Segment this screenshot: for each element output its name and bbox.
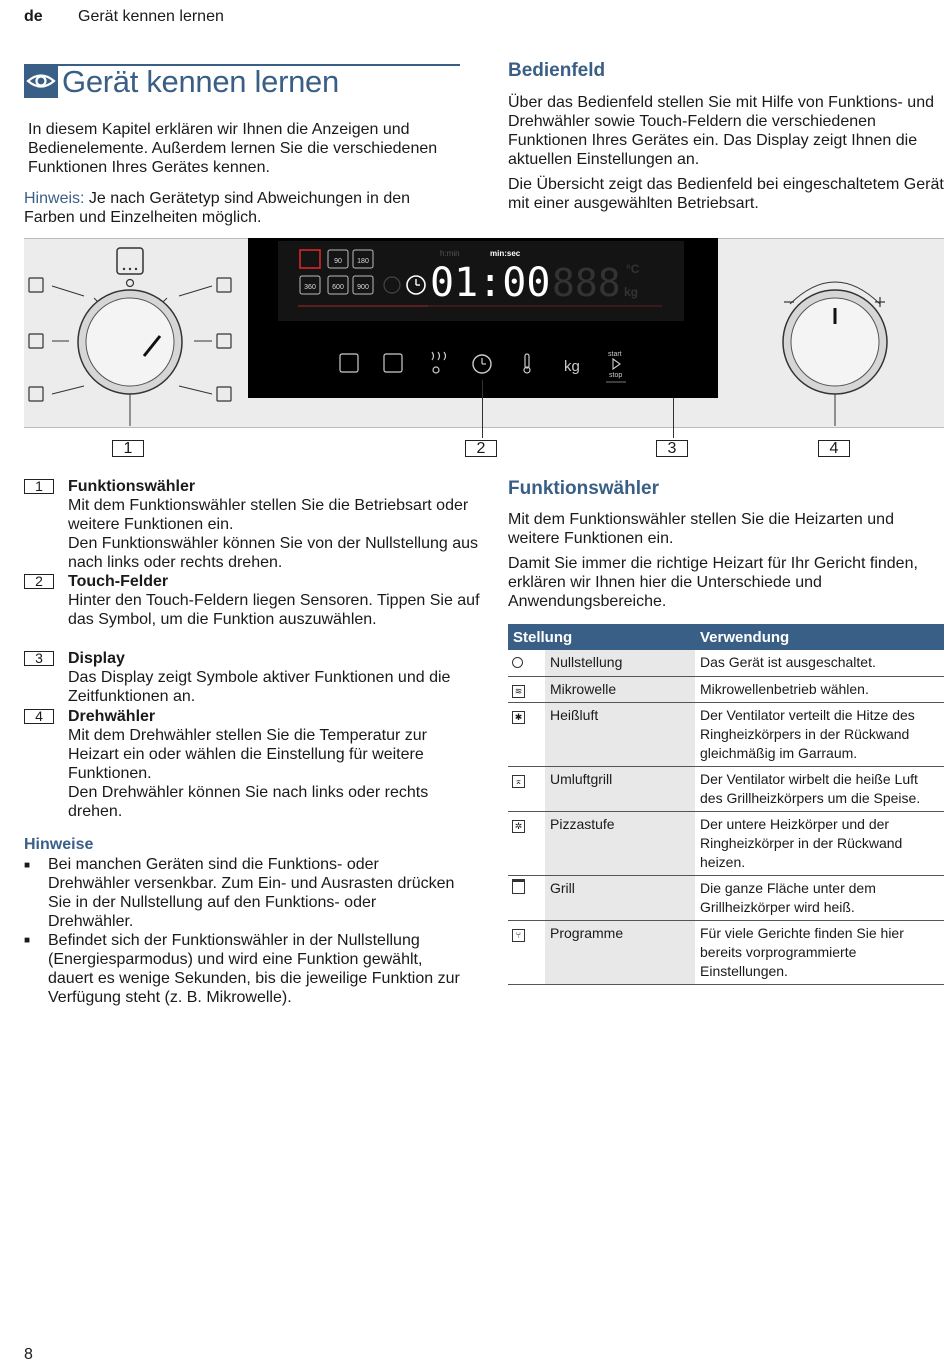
legend-title: Touch-Felder [68, 573, 169, 590]
bedienfeld-heading: Bedienfeld [508, 60, 606, 81]
mode-name: Programme [545, 921, 695, 985]
bedienfeld-paragraph-1: Über das Bedienfeld stellen Sie mit Hilfe von Funktions- und Drehwähler sowie Touch-Feldern die verschiedenen Funktionen Ihres Gerätes ein. Das Display zeigt Ihnen die aktuellen Einstellungen an. [508, 94, 934, 168]
callout-2: 2 [465, 440, 497, 457]
display-unit-celsius: °C [626, 262, 640, 276]
mode-name: Umluftgrill [545, 767, 695, 812]
table-row [508, 812, 944, 876]
mode-name: Grill [545, 876, 695, 921]
start-touch-label: start [608, 351, 622, 358]
mode-use: Der Ventilator verteilt die Hitze des Ringheizkörpers in der Rückwand gleichmäßig im Garraum. [695, 703, 944, 767]
eye-icon [24, 64, 58, 98]
legend-body: Hinter den Touch-Feldern liegen Sensoren. Tippen Sie auf das Symbol, um die Funktion auszuwählen. [68, 592, 480, 628]
callout-1: 1 [112, 440, 144, 457]
legend-body: Das Display zeigt Symbole aktiver Funktionen und die Zeitfunktionen an. [68, 669, 451, 705]
legend-body: Mit dem Funktionswähler stellen Sie die Betriebsart oder weitere Funktionen ein. Den Funktionswähler können Sie von der Nullstellung aus nach links oder rechts drehen. [68, 497, 479, 571]
legend-title: Display [68, 650, 125, 667]
power-180: 180 [357, 258, 369, 265]
hot-air-icon: ✱ [512, 711, 525, 724]
legend-title: Drehwähler [68, 708, 156, 725]
header-chapter-title: Gerät kennen lernen [78, 8, 224, 25]
microwave-icon: ≋ [512, 685, 525, 698]
hinweise-heading: Hinweise [24, 836, 94, 853]
bullet-icon: ■ [24, 935, 31, 946]
note-label: Hinweis: [24, 190, 85, 207]
mode-name: Pizzastufe [545, 812, 695, 876]
header-language: de [24, 8, 43, 25]
grill-icon [512, 879, 525, 894]
table-row [508, 767, 944, 812]
heating-modes-table [508, 624, 944, 985]
circle-icon [512, 657, 523, 668]
legend-body: Mit dem Drehwähler stellen Sie die Temperatur zur Heizart ein oder wählen die Einstellung für weitere Funktionen. Den Drehwähler können Sie nach links oder rechts drehen. [68, 727, 429, 820]
oven-display [248, 238, 718, 398]
section-title: Gerät kennen lernen [62, 64, 339, 99]
kg-touch-field[interactable]: kg [564, 358, 580, 375]
hinweis-item-1: Bei manchen Geräten sind die Funktions- oder Drehwähler versenkbar. Zum Ein- und Ausrasten drücken Sie in der Nullstellung auf den Funktions- oder Drehwähler. [48, 856, 455, 930]
table-header-stellung: Stellung [508, 624, 695, 650]
display-ghost-digits: 888 [552, 261, 621, 305]
legend-number: 1 [24, 479, 54, 494]
table-row [508, 703, 944, 767]
note-paragraph [24, 189, 464, 227]
function-selector-knob [24, 238, 248, 426]
power-360: 360 [304, 284, 316, 291]
legend-title: Funktionswähler [68, 478, 196, 495]
note-text: Je nach Gerätetyp sind Abweichungen in den Farben und Einzelheiten möglich. [24, 190, 411, 226]
power-900: 900 [357, 284, 369, 291]
funktionswaehler-paragraph-2: Damit Sie immer die richtige Heizart für Ihr Gericht finden, erklären wir Ihnen hier die Unterschiede und Anwendungsbereiche. [508, 555, 918, 610]
mode-use: Für viele Gerichte finden Sie hier bereits vorprogrammierte Einstellungen. [695, 921, 944, 985]
mode-use: Das Gerät ist ausgeschaltet. [695, 650, 944, 677]
mode-name: Nullstellung [545, 650, 695, 677]
programmes-icon: ⑂ [512, 929, 525, 942]
funktionswaehler-heading: Funktionswähler [508, 478, 659, 499]
bullet-icon: ■ [24, 860, 31, 871]
start-stop-touch-icon[interactable] [613, 359, 620, 369]
bedienfeld-paragraph-2: Die Übersicht zeigt das Bedienfeld bei eingeschaltetem Gerät mit einer ausgewählten Betriebsart. [508, 176, 944, 212]
label-minsec: min:sec [490, 249, 521, 258]
mode-name: Mikrowelle [545, 677, 695, 703]
callout-3: 3 [656, 440, 688, 457]
intro-paragraph: In diesem Kapitel erklären wir Ihnen die Anzeigen und Bedienelemente. Außerdem lernen Sie die verschiedenen Funktionen Ihres Gerätes kennen. [28, 121, 438, 176]
legend-number: 3 [24, 651, 54, 666]
callout-leader-2 [482, 380, 483, 438]
mode-use: Der Ventilator wirbelt die heiße Luft des Grillheizkörpers um die Speise. [695, 767, 944, 812]
callout-4: 4 [818, 440, 850, 457]
mode-name: Heißluft [545, 703, 695, 767]
table-header-verwendung: Verwendung [695, 624, 944, 650]
display-time: 01:00 [430, 260, 551, 306]
pizza-setting-icon: ✲ [512, 820, 525, 833]
power-90: 90 [334, 258, 342, 265]
microwave-touch-icon[interactable] [340, 354, 358, 372]
quick-heat-touch-icon[interactable] [432, 352, 446, 360]
label-hmin: h:min [440, 249, 460, 258]
mode-use: Die ganze Fläche unter dem Grillheizkörper wird heiß. [695, 876, 944, 921]
callout-leader-3 [673, 398, 674, 438]
stop-touch-label: stop [609, 372, 623, 379]
legend-number: 2 [24, 574, 54, 589]
table-row [508, 876, 944, 921]
power-600: 600 [332, 284, 344, 291]
table-row [508, 650, 944, 677]
legend-number: 4 [24, 709, 54, 724]
thermometer-touch-icon[interactable] [525, 354, 529, 368]
mode-use: Mikrowellenbetrieb wählen. [695, 677, 944, 703]
rotary-knob [760, 238, 944, 426]
table-row [508, 677, 944, 703]
page-number: 8 [24, 1346, 33, 1363]
funktionswaehler-paragraph-1: Mit dem Funktionswähler stellen Sie die Heizarten und weitere Funktionen ein. [508, 511, 894, 547]
table-row [508, 921, 944, 985]
programmes-touch-icon[interactable] [384, 354, 402, 372]
display-unit-kg: kg [624, 285, 639, 299]
hinweis-item-2: Befindet sich der Funktionswähler in der Nullstellung (Energiesparmodus) und wird eine Funktion gewählt, dauert es wenige Sekunden, bis die jeweilige Funktion zur Verfügung steht (z. B. Mikrowelle). [48, 932, 460, 1006]
mode-use: Der untere Heizkörper und der Ringheizkörper in der Rückwand heizen. [695, 812, 944, 876]
circulated-grill-icon: ⌅ [512, 775, 525, 788]
